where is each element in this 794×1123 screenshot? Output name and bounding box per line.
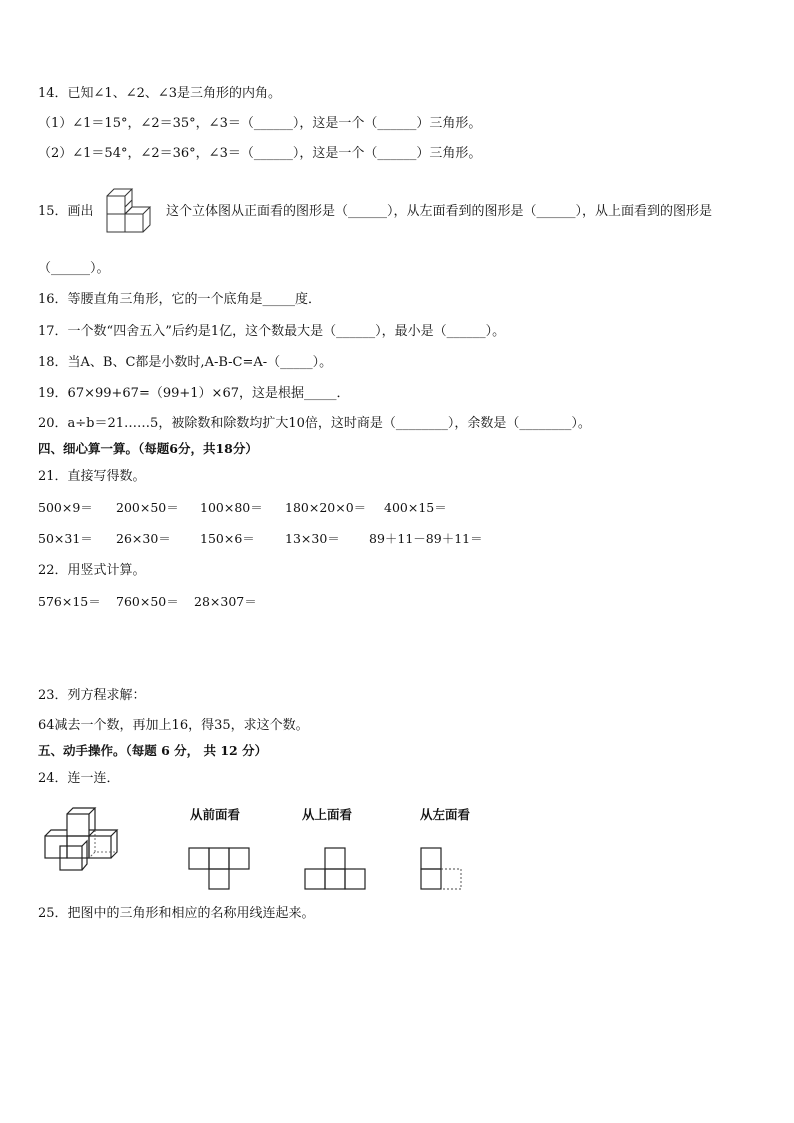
q16: 16．等腰直角三角形，它的一个底角是_____度．	[38, 292, 322, 307]
q20: 20．a÷b＝21……5，被除数和除数均扩大10倍，这时商是（________），余数是（________）。	[38, 416, 591, 431]
vertical-calc-item: 28×307＝	[194, 594, 257, 609]
calc-item: 180×20×0＝	[285, 500, 367, 515]
q17: 17．一个数“四舍五入”后约是1亿，这个数最大是（______），最小是（______）。	[38, 324, 506, 339]
q21-title: 21．直接写得数。	[38, 469, 146, 484]
label-top-view: 从上面看	[302, 807, 353, 822]
calc-item: 89＋11－89＋11＝	[369, 531, 483, 546]
q18: 18．当A、B、C都是小数时,A-B-C=A-（_____）。	[38, 355, 333, 370]
top-view-shape	[304, 847, 368, 891]
vertical-calc-item: 576×15＝	[38, 594, 101, 609]
q15-suffix: 这个立体图从正面看的图形是（______），从左面看到的图形是（______），从上面看到的图形是	[166, 204, 713, 219]
q25: 25．把图中的三角形和相应的名称用线连起来。	[38, 906, 315, 921]
label-left-view: 从左面看	[420, 807, 471, 822]
q14-stem: 14．已知∠1、∠2、∠3是三角形的内角。	[38, 86, 282, 101]
calc-item: 500×9＝	[38, 500, 93, 515]
calc-item: 13×30＝	[285, 531, 340, 546]
calc-item: 50×31＝	[38, 531, 93, 546]
q14-part1: （1）∠1＝15°，∠2＝35°，∠3＝（______），这是一个（______）三角形。	[38, 116, 482, 131]
section4-heading: 四、细心算一算。（每题6分，共18分）	[38, 441, 258, 456]
label-front-view: 从前面看	[190, 807, 241, 822]
q14-part2: （2）∠1＝54°，∠2＝36°，∠3＝（______），这是一个（______）三角形。	[38, 146, 482, 161]
calc-item: 26×30＝	[116, 531, 171, 546]
q22-title: 22．用竖式计算。	[38, 563, 146, 578]
calc-item: 400×15＝	[384, 500, 447, 515]
left-view-shape	[420, 847, 466, 891]
section5-heading: 五、动手操作。（每题 6 分， 共 12 分）	[38, 743, 268, 758]
q15-cont: （______）。	[38, 261, 110, 276]
q19: 19．67×99+67=（99+1）×67，这是根据_____．	[38, 386, 350, 401]
calc-item: 200×50＝	[116, 500, 179, 515]
front-view-shape	[188, 847, 252, 891]
cube-stack-figure	[104, 184, 154, 240]
q15-prefix: 15．画出	[38, 204, 94, 219]
block-solid-figure	[43, 806, 135, 872]
q23-body: 64减去一个数，再加上16，得35，求这个数。	[38, 718, 309, 733]
vertical-calc-item: 760×50＝	[116, 594, 179, 609]
q24-title: 24．连一连．	[38, 771, 120, 786]
calc-item: 100×80＝	[200, 500, 263, 515]
q23-title: 23．列方程求解：	[38, 688, 146, 703]
calc-item: 150×6＝	[200, 531, 255, 546]
